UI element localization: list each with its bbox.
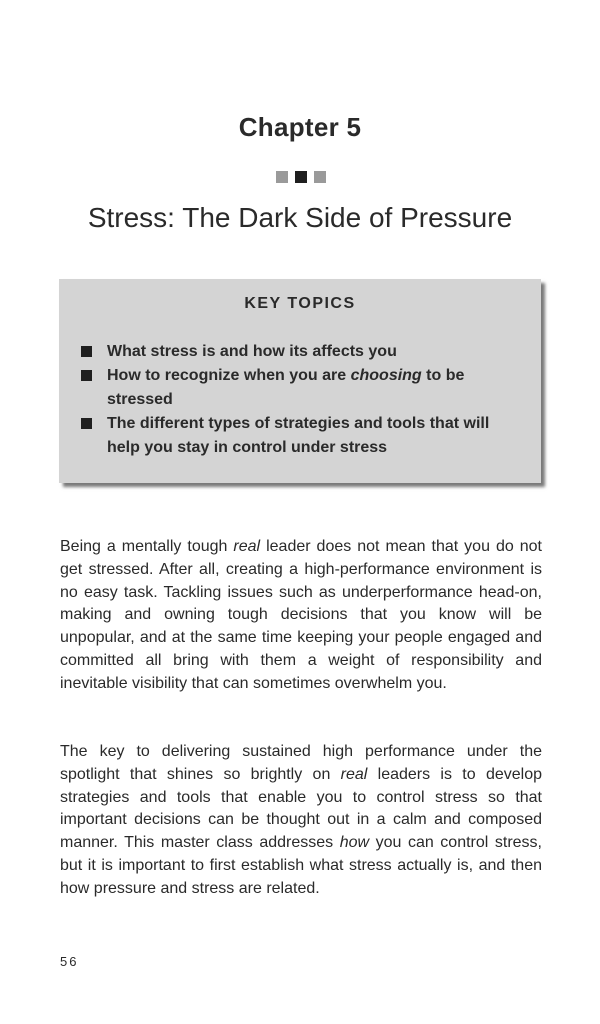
key-topics-heading: KEY TOPICS (244, 295, 356, 312)
key-topic-text: The different types of strategies and tools that will help you stay in control under stress (107, 415, 490, 456)
paragraph-emphasis: how (339, 834, 370, 852)
paragraph-emphasis: real (340, 765, 368, 783)
bullet-square-icon (81, 370, 92, 381)
key-topic-emphasis: choosing (350, 367, 422, 384)
bullet-square-icon (81, 346, 92, 357)
key-topic-text-end: to be stressed (107, 367, 465, 408)
key-topic-item (81, 412, 526, 460)
page-number: 56 (60, 954, 79, 969)
bullet-square-icon (81, 418, 92, 429)
key-topics-box (59, 279, 541, 483)
ornament-square-left (276, 171, 288, 183)
chapter-title: Stress: The Dark Side of Pressure (87, 202, 513, 233)
ornament-square-right (314, 171, 326, 183)
key-topic-text: What stress is and how its affects you (107, 343, 397, 360)
paragraph-text: leaders is to develop strategies and tools that enable you to control stress so that important decisions can be thought out in a calm and composed manner. This master class addresses (60, 765, 542, 852)
key-topic-item (81, 340, 526, 364)
body-paragraph-1 (60, 536, 542, 696)
paragraph-emphasis: real (233, 538, 261, 555)
paragraph-text: Being a mentally tough (60, 538, 234, 555)
body-paragraph-2 (60, 741, 542, 901)
paragraph-text: leader does not mean that you do not get stressed. After all, creating a high-performance environment is no easy task. Tackling issues such as underperformance head-on, making and owning tough decisions that you know will be unpopular, and at the same time keeping your people engaged and committed all bring with them a weight of responsibility and inevitable visibility that can sometimes overwhelm you. (60, 538, 542, 692)
key-topics-list (81, 340, 526, 460)
paragraph-text: you can control stress, but it is important to first establish what stress actually is, and then how pressure and stress are related. (60, 834, 542, 897)
key-topic-text: How to recognize when you are (107, 367, 351, 384)
ornament-square-middle (295, 171, 307, 183)
chapter-ornament (276, 171, 326, 183)
key-topic-item (81, 364, 526, 412)
paragraph-text: The key to delivering sustained high performance under the spotlight that shines so brightly on (60, 743, 542, 783)
chapter-label: Chapter 5 (238, 112, 362, 142)
